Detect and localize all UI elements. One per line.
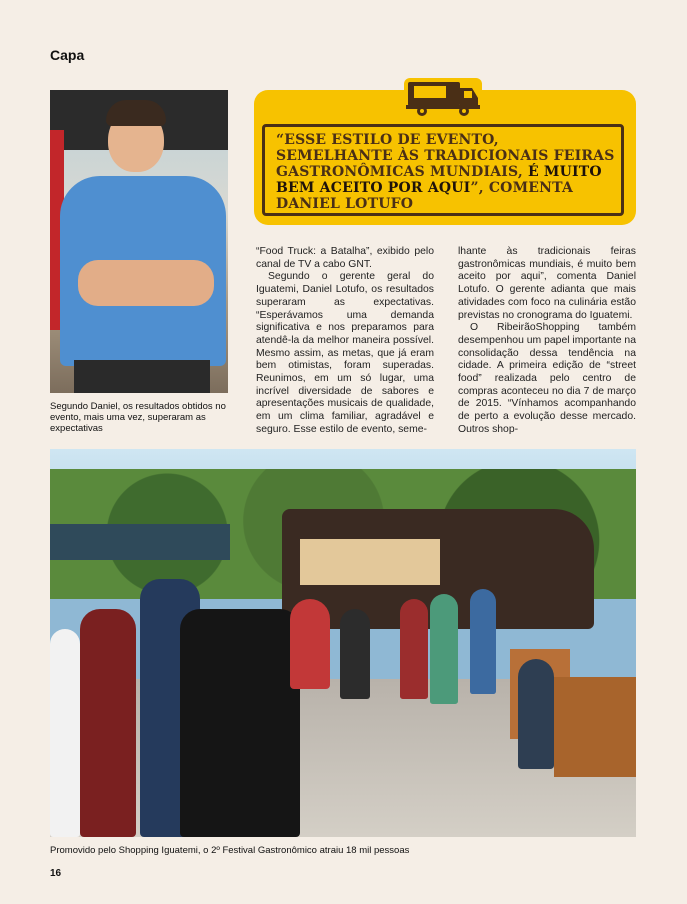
pull-quote-box [254, 90, 636, 225]
text-column-1 [256, 246, 434, 437]
photo-festival-crowd [50, 449, 636, 837]
photo-daniel-lotufo [50, 90, 228, 393]
photo-top-caption: Segundo Daniel, os resultados obtidos no evento, mais uma vez, superaram as expectativas [50, 401, 226, 434]
paragraph: lhante às tradicionais feiras gastronômicas mundiais, é muito bem aceito por aqui”, comenta Daniel Lotufo. O gerente adianta que mais atividades com foco na culinária estão previstas no cronograma do Iguatemi. [458, 246, 636, 321]
photo-big-caption: Promovido pelo Shopping Iguatemi, o 2º Festival Gastronômico atraiu 18 mil pessoas [50, 845, 410, 856]
text-column-2 [458, 246, 636, 437]
food-truck-icon [404, 78, 482, 118]
paragraph: O RibeirãoShopping também desempenhou um papel importante na consolidação dessa tendência na cidade. A primeira edição de “street food” realizada pelo centro de compras aconteceu no dia 7 de março de 2015. “Vínhamos acompanhando de perto a evolução desse mercado. Outros shop- [458, 322, 636, 435]
pull-quote-text: “ESSE ESTILO DE EVENTO, SEMELHANTE ÀS TRADICIONAIS FEIRAS GASTRONÔMICAS MUNDIAIS, É MUITO BEM ACEITO POR AQUI”, COMENTA DANIEL LOTUFO [276, 132, 615, 212]
section-label: Capa [50, 47, 85, 63]
paragraph: Segundo o gerente geral do Iguatemi, Daniel Lotufo, os resultados superaram as expectativas. “Esperávamos uma demanda significativa e nos preparamos para atendê-la da melhor maneira possível. Mesmo assim, as metas, que já eram bem otimistas, foram superadas. Reunimos, em um só lugar, uma incrível diversidade de sabores e apresentações musicais de qualidade, em um clima familiar, agradável e seguro. Esse estilo de evento, seme- [256, 271, 434, 435]
page-number: 16 [50, 868, 62, 879]
paragraph: “Food Truck: a Batalha”, exibido pelo canal de TV a cabo GNT. [256, 246, 434, 270]
